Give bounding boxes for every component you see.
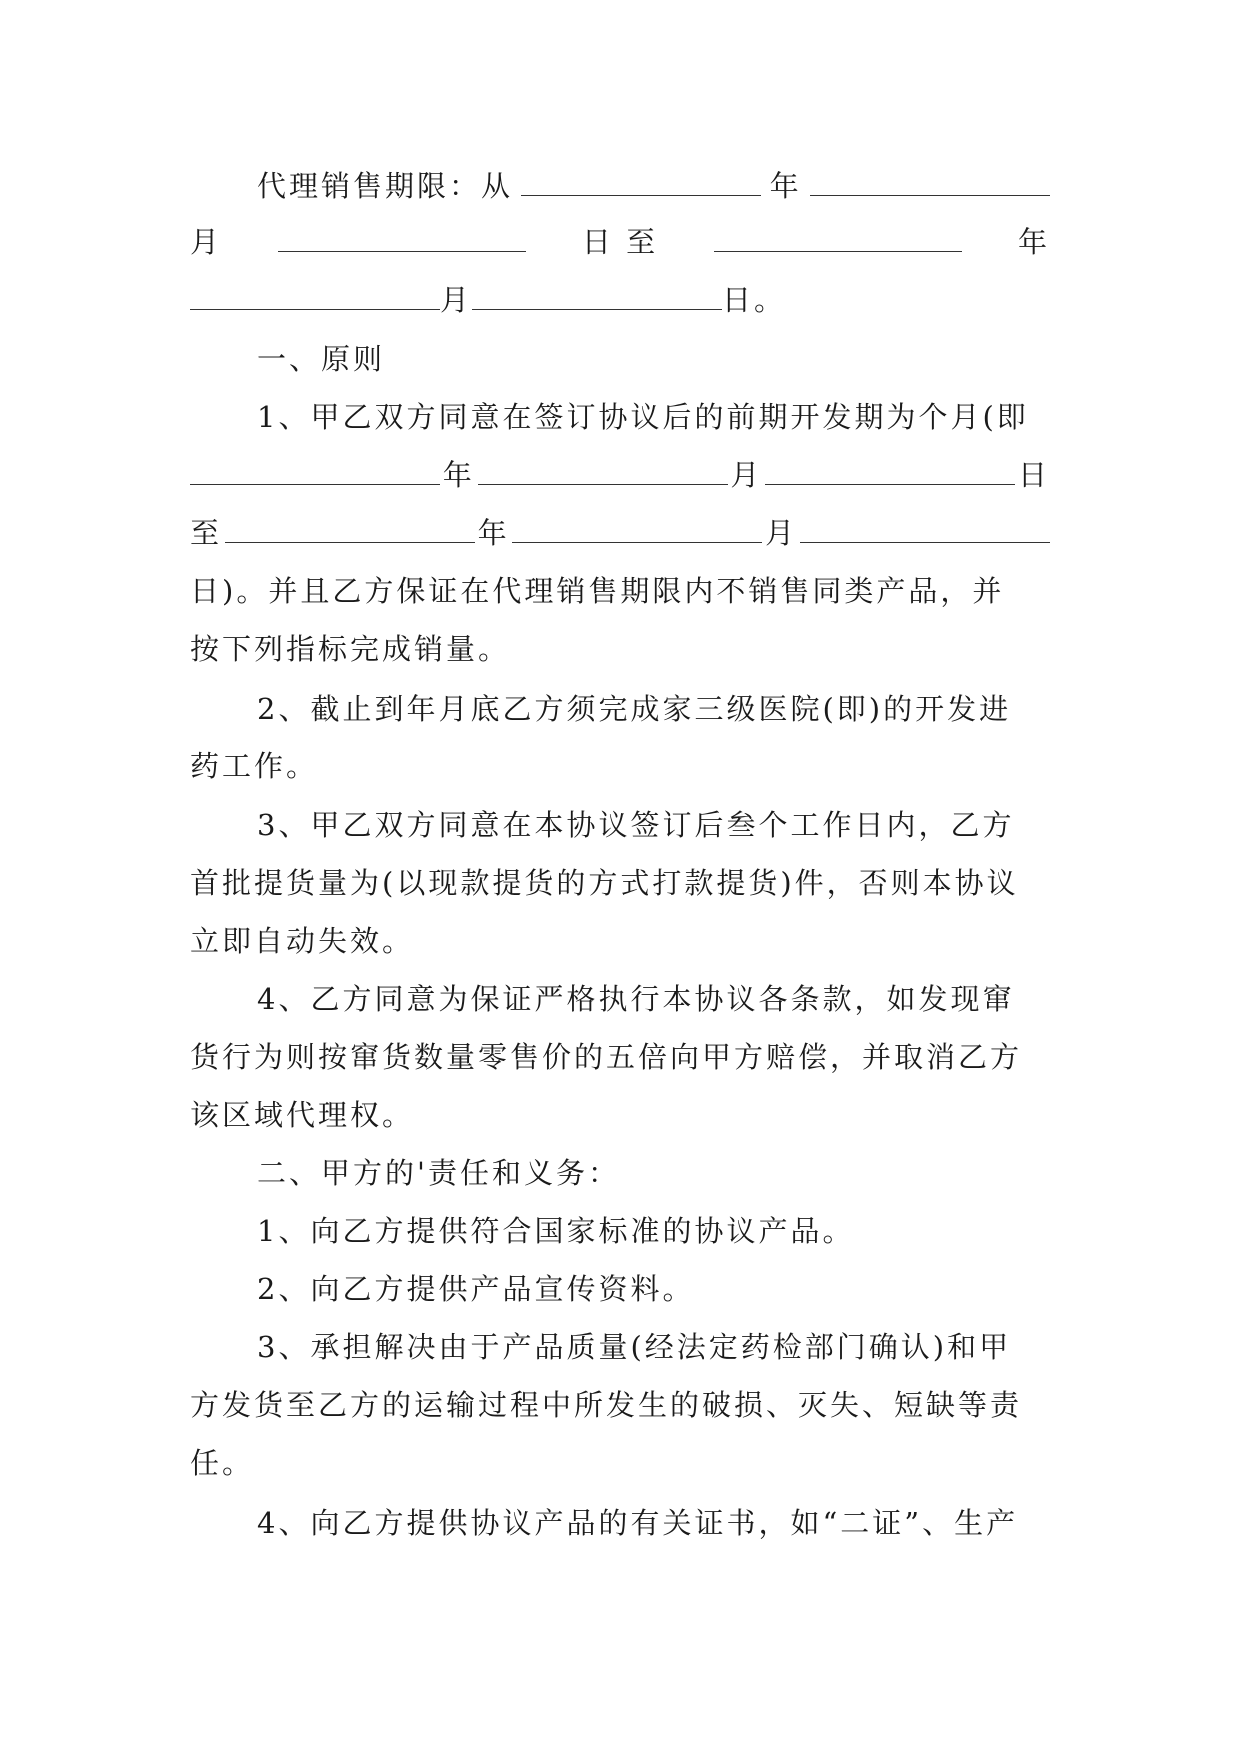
blank-field (225, 516, 475, 543)
blank-field (472, 283, 722, 310)
s1-item1-line2 (190, 455, 1050, 495)
s2-item3-line1: 3、承担解决由于产品质量(经法定药检部门确认)和甲 (257, 1330, 1012, 1364)
s1-item1-line4: 日)。并且乙方保证在代理销售期限内不销售同类产品，并 (190, 574, 1005, 608)
period-line-2 (190, 222, 1050, 262)
s1-item1-year: 年 (442, 458, 475, 492)
s1-item3-line2: 首批提货量为(以现款提货的方式打款提货)件，否则本协议 (190, 866, 1019, 900)
period-day-to-label: 日 至 (581, 225, 659, 259)
period-day-end-label: 日。 (722, 283, 787, 317)
period-label: 代理销售期限：从 (257, 169, 514, 203)
blank-field (714, 225, 962, 252)
section-2-heading: 二、甲方的'责任和义务： (257, 1156, 620, 1190)
blank-field (190, 283, 440, 310)
s2-item4-line1: 4、向乙方提供协议产品的有关证书，如“二证”、生产 (257, 1506, 1019, 1540)
period-line-1 (257, 166, 1050, 206)
blank-field (810, 169, 1050, 196)
s1-item4-line1: 4、乙方同意为保证严格执行本协议各条款，如发现窜 (257, 982, 1015, 1016)
s1-item2-line2: 药工作。 (190, 749, 319, 783)
s2-item1: 1、向乙方提供符合国家标准的协议产品。 (257, 1214, 855, 1248)
period-line-3 (190, 280, 1050, 320)
s1-item1-month: 月 (730, 458, 763, 492)
s1-item1-to: 至 (190, 516, 223, 550)
s1-item1-line5: 按下列指标完成销量。 (190, 632, 511, 666)
blank-field (765, 458, 1015, 485)
s2-item3-line3: 任。 (190, 1446, 255, 1480)
blank-field (800, 516, 1050, 543)
period-year2-label: 年 (1017, 225, 1050, 259)
s1-item1-month2: 月 (765, 516, 798, 550)
period-month2-label: 月 (440, 283, 473, 317)
s2-item3-line2: 方发货至乙方的运输过程中所发生的破损、灭失、短缺等责 (190, 1388, 1023, 1422)
s2-item2: 2、向乙方提供产品宣传资料。 (257, 1272, 695, 1306)
s1-item1-year2: 年 (477, 516, 510, 550)
s1-item3-line3: 立即自动失效。 (190, 924, 415, 958)
s1-item1-line3 (190, 513, 1050, 553)
s1-item1-line1: 1、甲乙双方同意在签订协议后的前期开发期为个月(即 (257, 400, 1029, 434)
section-1-heading: 一、原则 (257, 342, 386, 376)
blank-field (521, 169, 761, 196)
s1-item2-line1: 2、截止到年月底乙方须完成家三级医院(即)的开发进 (257, 692, 1012, 726)
s1-item4-line3: 该区域代理权。 (190, 1098, 415, 1132)
s1-item4-line2: 货行为则按窜货数量零售价的五倍向甲方赔偿，并取消乙方 (190, 1040, 1023, 1074)
s1-item3-line1: 3、甲乙双方同意在本协议签订后叁个工作日内，乙方 (257, 808, 1015, 842)
period-month-label: 月 (190, 225, 223, 259)
blank-field (190, 458, 440, 485)
period-year-label: 年 (769, 169, 802, 203)
blank-field (512, 516, 762, 543)
blank-field (478, 458, 728, 485)
s1-item1-day: 日 (1017, 458, 1050, 492)
blank-field (278, 225, 526, 252)
